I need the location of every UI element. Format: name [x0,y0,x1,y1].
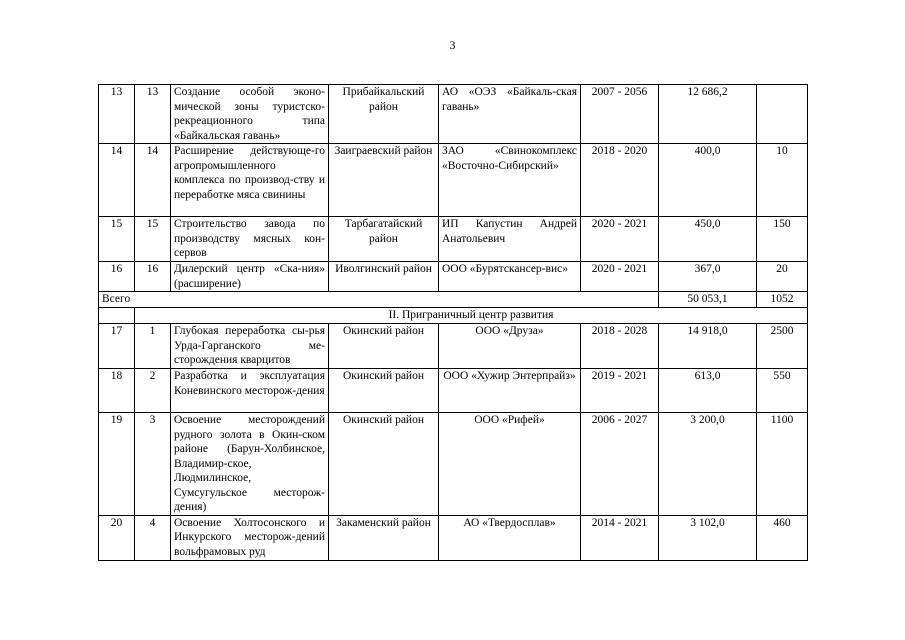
district: Окинский район [329,413,439,516]
investment-value: 613,0 [659,369,757,413]
table-row [99,85,808,144]
row-number: 17 [99,324,135,369]
row-subnumber: 15 [135,217,171,262]
company: АО «Твердосплав» [439,515,581,560]
total-label: Всего [99,292,659,308]
period: 2006 - 2027 [581,413,659,516]
district: Тарбагатайский район [329,217,439,262]
row-number: 16 [99,262,135,292]
table-row [99,262,808,292]
investment-value: 450,0 [659,217,757,262]
period: 2019 - 2021 [581,369,659,413]
row-subnumber: 2 [135,369,171,413]
district: Закаменский район [329,515,439,560]
total-row [99,292,808,308]
row-number: 20 [99,515,135,560]
jobs-count: 1100 [757,413,808,516]
projects-table [98,84,808,561]
jobs-count: 10 [757,144,808,217]
jobs-count: 550 [757,369,808,413]
jobs-count: 2500 [757,324,808,369]
district: Заиграевский район [329,144,439,217]
table-row [99,144,808,217]
investment-value: 14 918,0 [659,324,757,369]
investment-value: 367,0 [659,262,757,292]
investment-value: 3 102,0 [659,515,757,560]
row-subnumber: 14 [135,144,171,217]
section-title: II. Приграничный центр развития [135,308,808,324]
period: 2007 - 2056 [581,85,659,144]
row-number: 15 [99,217,135,262]
table-row [99,515,808,560]
total-value: 50 053,1 [659,292,757,308]
row-subnumber: 16 [135,262,171,292]
district: Прибайкальский район [329,85,439,144]
period: 2014 - 2021 [581,515,659,560]
project-name: Освоение Холтосонского и Инкурского месторож-дений вольфрамовых руд [171,515,329,560]
project-name: Строительство завода по производству мясных кон-сервов [171,217,329,262]
company: АО «ОЭЗ «Байкаль-ская гавань» [439,85,581,144]
table-row [99,324,808,369]
company: ООО «Бурятскансер-вис» [439,262,581,292]
project-name: Создание особой эконо-мической зоны туристско-рекреационного типа «Байкальская гавань» [171,85,329,144]
investment-value: 12 686,2 [659,85,757,144]
investment-value: 400,0 [659,144,757,217]
section-row [99,308,808,324]
jobs-count: 460 [757,515,808,560]
district: Окинский район [329,324,439,369]
project-name: Глубокая переработка сы-рья Урда-Гарганского ме-сторождения кварцитов [171,324,329,369]
table-row [99,217,808,262]
row-subnumber: 4 [135,515,171,560]
page-number: 3 [449,38,456,52]
total-jobs: 1052 [757,292,808,308]
investment-value: 3 200,0 [659,413,757,516]
project-name: Освоение месторождений рудного золота в Окин-ском районе (Барун-Холбинское, Владимир-ское, Людмилинское, Сумсугульское месторож-дения) [171,413,329,516]
company: ООО «Рифей» [439,413,581,516]
project-name: Разработка и эксплуатация Коневинского месторож-дения [171,369,329,413]
row-number: 19 [99,413,135,516]
row-number: 13 [99,85,135,144]
company: ЗАО «Свинокомплекс «Восточно-Сибирский» [439,144,581,217]
district: Иволгинский район [329,262,439,292]
district: Окинский район [329,369,439,413]
row-number: 18 [99,369,135,413]
period: 2020 - 2021 [581,217,659,262]
row-subnumber: 13 [135,85,171,144]
jobs-count: 150 [757,217,808,262]
period: 2018 - 2020 [581,144,659,217]
table-row [99,413,808,516]
company: ООО «Друза» [439,324,581,369]
row-number: 14 [99,144,135,217]
company: ООО «Хужир Энтерпрайз» [439,369,581,413]
period: 2020 - 2021 [581,262,659,292]
section-empty-cell [99,308,135,324]
table-row [99,369,808,413]
project-name: Дилерский центр «Ска-ния» (расширение) [171,262,329,292]
jobs-count [757,85,808,144]
row-subnumber: 3 [135,413,171,516]
company: ИП Капустин Андрей Анатольевич [439,217,581,262]
row-subnumber: 1 [135,324,171,369]
jobs-count: 20 [757,262,808,292]
period: 2018 - 2028 [581,324,659,369]
project-name: Расширение действующе-го агропромышленного комплекса по производ-ству и переработке мяса свинины [171,144,329,217]
